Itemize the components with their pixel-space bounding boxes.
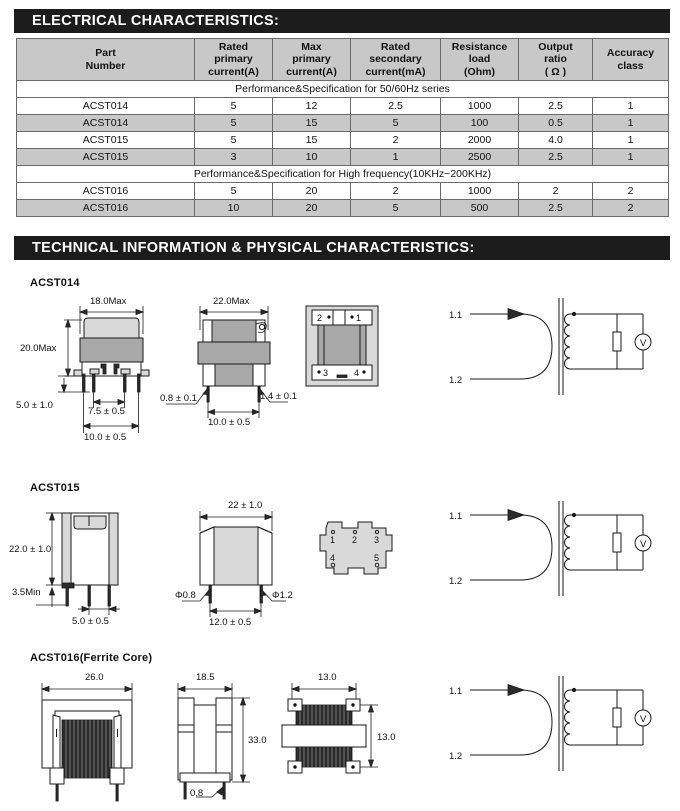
- dim-acst016-top-height: 13.0: [377, 732, 396, 743]
- cell-accuracy-class: 1: [593, 98, 669, 115]
- cell-rated-secondary: 5: [351, 115, 441, 132]
- drawing-label-acst015: ACST015: [30, 482, 80, 494]
- acst015-bottom-view: [320, 522, 392, 574]
- cell-max-primary: 12: [273, 98, 351, 115]
- cell-part-number: ACST014: [17, 98, 195, 115]
- schematic-input-label: 1.1: [449, 310, 463, 321]
- table-row: [17, 98, 669, 115]
- cell-rated-primary: 5: [195, 132, 273, 149]
- acst015-schematic: [449, 501, 651, 596]
- schematic-input-label: 1.1: [449, 511, 463, 522]
- acst016-top-view: [282, 672, 396, 773]
- column-header-output-ratio: Output ratio ( Ω ): [519, 39, 593, 81]
- dim-acst014-pin-pitch-inner: 7.5 ± 0.5: [88, 406, 125, 417]
- table-row: [17, 132, 669, 149]
- dim-acst015-clearance: 3.5Min: [12, 587, 41, 598]
- cell-max-primary: 15: [273, 132, 351, 149]
- cell-max-primary: 15: [273, 115, 351, 132]
- dim-acst014-width: 18.0Max: [90, 296, 127, 307]
- schematic-output-label: 1.2: [449, 751, 463, 762]
- cell-max-primary: 10: [273, 149, 351, 166]
- cell-output-ratio: 2.5: [519, 200, 593, 217]
- drawing-group-acst014: [0, 290, 680, 450]
- table-header-row: [17, 39, 669, 81]
- pin-label-3: 3: [374, 535, 380, 545]
- column-header-accuracy-class: Accuracy class: [593, 39, 669, 81]
- table-row: [17, 149, 669, 166]
- schematic-input-label: 1.1: [449, 686, 463, 697]
- schematic-voltmeter-label: V: [640, 539, 647, 550]
- section-header-technical: [14, 236, 670, 260]
- dim-acst015-side-pitch: 12.0 ± 0.5: [209, 617, 252, 628]
- table-row: [17, 115, 669, 132]
- cell-part-number: ACST015: [17, 132, 195, 149]
- dim-acst014-pin-a: 0.8 ± 0.1: [160, 393, 197, 404]
- electrical-characteristics-table: [16, 38, 669, 217]
- cell-accuracy-class: 1: [593, 132, 669, 149]
- dim-acst015-height: 22.0 ± 1.0: [9, 544, 52, 555]
- acst016-front-view: [42, 672, 132, 801]
- acst014-front-view: [16, 296, 149, 443]
- dim-acst016-pin: 0.8: [190, 788, 204, 799]
- table-group-row: [17, 81, 669, 98]
- cell-rated-primary: 5: [195, 98, 273, 115]
- dim-acst015-side-width: 22 ± 1.0: [228, 500, 263, 511]
- cell-output-ratio: 4.0: [519, 132, 593, 149]
- cell-output-ratio: 2: [519, 183, 593, 200]
- group-label-5060hz: Performance&Specification for 50/60Hz series: [17, 81, 669, 98]
- group-label-high-frequency: Performance&Specification for High frequency(10KHz~200KHz): [17, 166, 669, 183]
- electrical-characteristics-table-wrapper: [16, 38, 668, 217]
- cell-rated-primary: 5: [195, 183, 273, 200]
- dim-acst014-pin-pitch-outer: 10.0 ± 0.5: [84, 432, 127, 443]
- cell-max-primary: 20: [273, 183, 351, 200]
- drawing-group-acst015: [0, 495, 680, 635]
- cell-output-ratio: 2.5: [519, 98, 593, 115]
- cell-rated-primary: 5: [195, 115, 273, 132]
- dim-acst016-height: 33.0: [248, 735, 267, 746]
- cell-output-ratio: 2.5: [519, 149, 593, 166]
- table-row: [17, 200, 669, 217]
- cell-resistance-load: 500: [441, 200, 519, 217]
- dim-acst016-top-width: 13.0: [318, 672, 337, 683]
- cell-accuracy-class: 2: [593, 183, 669, 200]
- column-header-rated-primary-current: Rated primary current(A): [195, 39, 273, 81]
- drawing-group-acst016: [0, 665, 680, 811]
- cell-rated-secondary: 2: [351, 183, 441, 200]
- column-header-rated-secondary-current: Rated secondary current(mA): [351, 39, 441, 81]
- column-header-resistance-load: Resistance load (Ohm): [441, 39, 519, 81]
- cell-accuracy-class: 1: [593, 149, 669, 166]
- dim-acst015-pin-pitch: 5.0 ± 0.5: [72, 616, 109, 627]
- acst014-bottom-view: [306, 306, 378, 386]
- acst016-side-view: [178, 672, 267, 799]
- cell-part-number: ACST016: [17, 200, 195, 217]
- section-header-technical-text: TECHNICAL INFORMATION & PHYSICAL CHARACTERISTICS:: [32, 240, 475, 256]
- schematic-output-label: 1.2: [449, 375, 463, 386]
- table-group-row: [17, 166, 669, 183]
- cell-rated-primary: 3: [195, 149, 273, 166]
- cell-rated-secondary: 2.5: [351, 98, 441, 115]
- table-row: [17, 183, 669, 200]
- dim-acst015-pin-dia-a: Φ0.8: [175, 590, 196, 601]
- pin-label-1: 1: [330, 535, 336, 545]
- pin-label-2: 2: [317, 313, 323, 323]
- dim-acst014-pin-length: 5.0 ± 1.0: [16, 400, 53, 411]
- schematic-output-label: 1.2: [449, 576, 463, 587]
- cell-resistance-load: 1000: [441, 183, 519, 200]
- pin-label-4: 4: [354, 368, 360, 378]
- dim-acst014-pin-b: 1.4 ± 0.1: [260, 391, 297, 402]
- pin-label-4: 4: [330, 553, 336, 563]
- cell-rated-primary: 10: [195, 200, 273, 217]
- cell-resistance-load: 1000: [441, 98, 519, 115]
- dim-acst016-width: 26.0: [85, 672, 104, 683]
- column-header-max-primary-current: Max primary current(A): [273, 39, 351, 81]
- acst014-schematic: [449, 298, 651, 395]
- dim-acst016-side-width: 18.5: [196, 672, 215, 683]
- cell-rated-secondary: 5: [351, 200, 441, 217]
- pin-label-5: 5: [374, 553, 380, 563]
- drawing-label-acst014: ACST014: [30, 277, 80, 289]
- cell-output-ratio: 0.5: [519, 115, 593, 132]
- acst016-schematic: [449, 676, 651, 771]
- cell-part-number: ACST014: [17, 115, 195, 132]
- cell-max-primary: 20: [273, 200, 351, 217]
- section-header-electrical: [14, 9, 670, 33]
- pin-label-3: 3: [323, 368, 329, 378]
- dim-acst014-side-pitch: 10.0 ± 0.5: [208, 417, 251, 428]
- acst014-side-view: [160, 296, 297, 428]
- cell-part-number: ACST015: [17, 149, 195, 166]
- drawing-label-acst016: ACST016(Ferrite Core): [30, 652, 153, 664]
- acst015-front-view: [9, 513, 120, 627]
- column-header-part-number: Part Number: [17, 39, 195, 81]
- cell-accuracy-class: 2: [593, 200, 669, 217]
- pin-label-2: 2: [352, 535, 358, 545]
- pin-label-1: 1: [356, 313, 362, 323]
- cell-accuracy-class: 1: [593, 115, 669, 132]
- dim-acst015-pin-dia-b: Φ1.2: [272, 590, 293, 601]
- cell-part-number: ACST016: [17, 183, 195, 200]
- cell-resistance-load: 2000: [441, 132, 519, 149]
- cell-rated-secondary: 2: [351, 132, 441, 149]
- schematic-voltmeter-label: V: [640, 338, 647, 349]
- section-header-electrical-text: ELECTRICAL CHARACTERISTICS:: [32, 13, 280, 29]
- acst015-side-view: [175, 500, 293, 628]
- dim-acst014-side-width: 22.0Max: [213, 296, 250, 307]
- dim-acst014-height: 20.0Max: [20, 343, 57, 354]
- cell-resistance-load: 2500: [441, 149, 519, 166]
- cell-resistance-load: 100: [441, 115, 519, 132]
- schematic-voltmeter-label: V: [640, 714, 647, 725]
- cell-rated-secondary: 1: [351, 149, 441, 166]
